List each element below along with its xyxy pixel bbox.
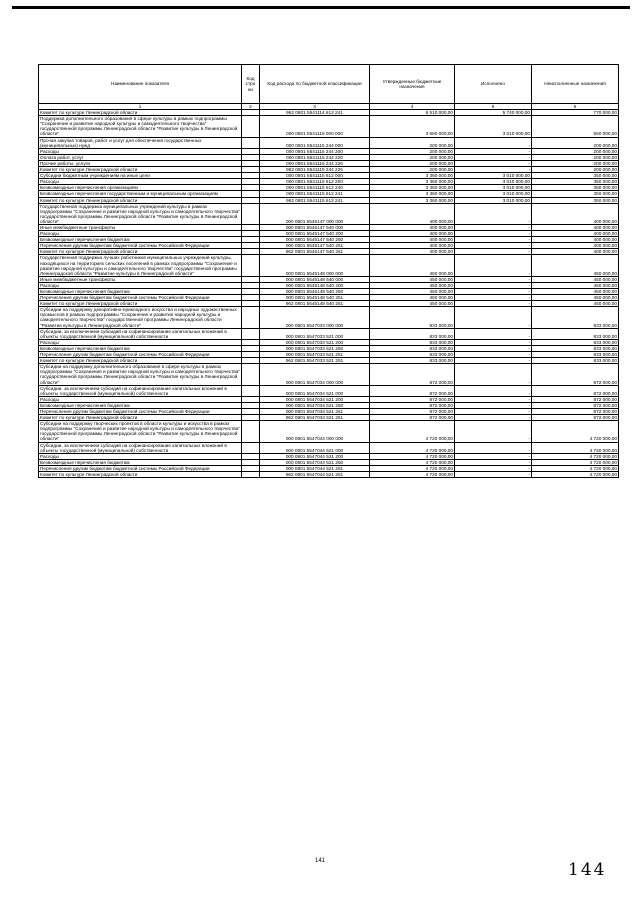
row-name: Перечисления другим бюджетам бюджетной системы Российской Федерации (39, 243, 242, 249)
row-approved: 450 000,00 (370, 289, 455, 295)
row-name: Комитет по культуре Ленинградской области (39, 167, 242, 173)
row-approved: 4 720 000,00 (370, 465, 455, 471)
row-approved: 200 000,00 (370, 154, 455, 160)
row-executed: - (455, 249, 532, 255)
row-executed: - (455, 243, 532, 249)
row-expense-code: 000 0801 5547034 521 200 (260, 396, 370, 402)
row-expense-code: 000 0801 5545148 540 000 (260, 276, 370, 282)
row-executed: 3 010 000,00 (455, 116, 532, 137)
row-name: Поддержка дополнительного образования в сфере культуры в рамках подпрограммы "Сохранение и развитие народной культуры и самодеятельного творчества" государственной программы Ленинградской области "Развитие культуры в Ленинградской области" (39, 116, 242, 137)
row-expense-code: 000 0801 5545147 540 251 (260, 243, 370, 249)
row-expense-code: 000 0801 5541115 612 240 (260, 185, 370, 191)
row-name: Расходы (39, 179, 242, 185)
header-indicator-name: Наименование показателя (39, 65, 242, 104)
row-line-code (242, 472, 260, 478)
table-row (39, 203, 619, 224)
row-expense-code: 000 0801 5547033 521 000 (260, 328, 370, 339)
row-approved: 6 510 000,00 (370, 110, 455, 116)
table-row (39, 442, 619, 453)
row-unexecuted: 200 000,00 (532, 154, 619, 160)
row-executed: - (455, 255, 532, 276)
row-approved: 833 000,00 (370, 345, 455, 351)
row-approved: 833 000,00 (370, 358, 455, 364)
row-unexecuted: 450 000,00 (532, 295, 619, 301)
row-expense-code: 000 0801 5545148 540 251 (260, 295, 370, 301)
row-name: Расходы (39, 282, 242, 288)
row-unexecuted: 833 000,00 (532, 307, 619, 328)
row-name: Комитет по культуре Ленинградской области (39, 249, 242, 255)
row-approved: 200 000,00 (370, 137, 455, 148)
row-approved: 3 360 000,00 (370, 185, 455, 191)
row-approved: 200 000,00 (370, 160, 455, 166)
row-approved: 450 000,00 (370, 255, 455, 276)
column-number: 1 (39, 104, 242, 110)
row-approved: 833 000,00 (370, 352, 455, 358)
row-name: Расходы (39, 396, 242, 402)
row-name: Субсидии, за исключением субсидий на софинансирование капитальных вложений в объекты государственной (муниципальной) собственности (39, 328, 242, 339)
row-executed: - (455, 442, 532, 453)
row-name: Безвозмездные перечисления бюджетам (39, 289, 242, 295)
row-executed: - (455, 282, 532, 288)
top-border-line (12, 6, 630, 9)
row-executed: 3 010 000,00 (455, 179, 532, 185)
row-approved: 450 000,00 (370, 295, 455, 301)
row-expense-code: 000 0801 5547034 521 250 (260, 402, 370, 408)
column-number: 6 (532, 104, 619, 110)
row-unexecuted: 872 000,00 (532, 408, 619, 414)
row-unexecuted: 4 720 000,00 (532, 442, 619, 453)
row-executed: - (455, 167, 532, 173)
row-expense-code: 000 0801 5547033 521 250 (260, 345, 370, 351)
row-executed: - (455, 203, 532, 224)
row-expense-code: 000 0801 5545148 000 000 (260, 255, 370, 276)
row-name: Субсидии на поддержку декоративно-прикладного искусства и народных художественных промыслов в рамках подпрограммы "Сохранение и развитие народной культуры и самодеятельного творчества" государственной программы Ленинградской области "Развитие культуры в Ленинградской области" (39, 307, 242, 328)
row-line-code (242, 137, 260, 148)
table-row (39, 307, 619, 328)
row-executed: - (455, 237, 532, 243)
row-expense-code: 962 0801 5547033 521 251 (260, 358, 370, 364)
row-unexecuted: 872 000,00 (532, 385, 619, 396)
row-name: Оплата работ, услуг (39, 154, 242, 160)
row-line-code (242, 307, 260, 328)
row-executed: - (455, 137, 532, 148)
row-expense-code: 962 0801 5545147 540 251 (260, 249, 370, 255)
row-approved: 833 000,00 (370, 307, 455, 328)
row-name: Прочие работы, услуги (39, 160, 242, 166)
row-line-code (242, 385, 260, 396)
header-expense-code: Код расхода по бюджетной классификации (260, 65, 370, 104)
row-approved: 872 000,00 (370, 402, 455, 408)
row-expense-code: 000 0801 5547044 521 000 (260, 442, 370, 453)
row-executed: - (455, 160, 532, 166)
row-name: Государственная поддержка муниципальных учреждений культуры в рамках подпрограммы "Сохранение и развитие народной культуры и самодеятельного творчества" государственной программы Ленинградской области "Развитие культуры в Ленинградской области" (40, 203, 240, 224)
row-unexecuted: 350 000,00 (532, 185, 619, 191)
row-unexecuted: 4 720 000,00 (532, 421, 619, 442)
row-unexecuted: 200 000,00 (532, 167, 619, 173)
table-row (39, 255, 619, 276)
row-unexecuted: 872 000,00 (532, 396, 619, 402)
row-unexecuted: 4 720 000,00 (532, 465, 619, 471)
row-expense-code: 000 0801 5547044 000 000 (260, 421, 370, 442)
row-executed: - (455, 352, 532, 358)
row-approved: 872 000,00 (370, 396, 455, 402)
row-expense-code: 000 0801 5545147 540 250 (260, 237, 370, 243)
row-expense-code: 000 0801 5547033 521 251 (260, 352, 370, 358)
row-unexecuted: 833 000,00 (532, 339, 619, 345)
row-expense-code: 000 0801 5547033 000 000 (260, 307, 370, 328)
row-executed: 3 010 000,00 (455, 173, 532, 179)
row-approved: 4 720 000,00 (370, 472, 455, 478)
row-executed: 3 010 000,00 (455, 191, 532, 197)
row-expense-code: 000 0801 5547034 521 251 (260, 408, 370, 414)
row-approved: 4 720 000,00 (370, 453, 455, 459)
row-name: Субсидии на поддержку дополнительного образования в сфере культуры в рамках подпрограммы "Сохранение и развитие народной культуры и самодеятельного творчества" государственной программы Ленинградской области "Развитие культуры в Ленинградской области" (40, 364, 240, 385)
row-name: Безвозмездные перечисления бюджетам (39, 237, 242, 243)
row-executed: - (455, 472, 532, 478)
row-name: Безвозмездные перечисления организациям (39, 185, 242, 191)
row-approved: 400 000,00 (370, 203, 455, 224)
row-approved: 400 000,00 (370, 224, 455, 230)
row-unexecuted: 450 000,00 (532, 301, 619, 307)
row-executed: - (455, 396, 532, 402)
row-approved: 450 000,00 (370, 276, 455, 282)
row-expense-code: 000 0801 5547034 000 000 (260, 364, 370, 385)
row-executed: - (455, 301, 532, 307)
row-executed: - (455, 364, 532, 385)
row-name: Безвозмездные перечисления бюджетам (39, 459, 242, 465)
row-unexecuted: 872 000,00 (532, 364, 619, 385)
row-expense-code: 962 0801 5545148 540 251 (260, 301, 370, 307)
row-executed: - (455, 345, 532, 351)
table-row (39, 472, 619, 478)
row-executed: - (455, 408, 532, 414)
page-number: 141 (314, 858, 325, 864)
row-approved: 400 000,00 (370, 249, 455, 255)
row-name: Государственная поддержка лучших работников муниципальных учреждений культуры, находящихся на территориях сельских поселений в рамках подпрограммы "Сохранение и развитие народной культуры и самодеятельного творчества" государственной программы Ленинградской области "Развитие культуры в Ленинградской области" (39, 255, 242, 276)
row-line-code (242, 364, 260, 385)
row-executed: 5 740 000,00 (455, 110, 532, 116)
row-expense-code: 000 0801 5547033 521 200 (260, 339, 370, 345)
table-row (39, 364, 619, 385)
table-row (39, 421, 619, 442)
row-expense-code: 000 0801 5541115 612 241 (260, 191, 370, 197)
row-expense-code: 000 0801 5541115 612 200 (260, 179, 370, 185)
row-unexecuted: 4 720 000,00 (532, 472, 619, 478)
row-unexecuted: 350 000,00 (532, 197, 619, 203)
row-name: Комитет по культуре Ленинградской области (39, 472, 242, 478)
row-executed: - (455, 154, 532, 160)
row-executed: - (455, 231, 532, 237)
row-approved: 450 000,00 (370, 282, 455, 288)
row-expense-code: 000 0801 5545147 540 000 (260, 224, 370, 230)
row-approved: 3 360 000,00 (370, 197, 455, 203)
row-unexecuted: 400 000,00 (532, 203, 619, 224)
row-name: Безвозмездные перечисления бюджетам (39, 345, 242, 351)
row-approved: 4 720 000,00 (370, 442, 455, 453)
row-executed: - (455, 453, 532, 459)
row-expense-code: 962 0801 5541114 612 241 (260, 110, 370, 116)
row-name: Комитет по культуре Ленинградской области (39, 110, 242, 116)
row-name: Перечисления другим бюджетам бюджетной системы Российской Федерации (39, 295, 242, 301)
row-executed: - (455, 402, 532, 408)
row-name: Иные межбюджетные трансферты (39, 224, 242, 230)
row-executed: - (455, 465, 532, 471)
table-row (39, 328, 619, 339)
row-expense-code: 000 0801 5547044 521 251 (260, 465, 370, 471)
row-expense-code: 962 0801 5541115 244 226 (260, 167, 370, 173)
row-executed: - (455, 385, 532, 396)
row-unexecuted: 872 000,00 (532, 402, 619, 408)
row-name: Расходы (39, 339, 242, 345)
row-expense-code: 000 0801 5541115 244 220 (260, 154, 370, 160)
row-expense-code: 000 0801 5547044 521 250 (260, 459, 370, 465)
row-unexecuted: 550 000,00 (532, 116, 619, 137)
row-expense-code: 000 0801 5545148 540 200 (260, 282, 370, 288)
row-approved: 872 000,00 (370, 385, 455, 396)
row-approved: 400 000,00 (370, 231, 455, 237)
row-unexecuted: 4 720 000,00 (532, 453, 619, 459)
row-approved: 833 000,00 (370, 339, 455, 345)
row-unexecuted: 350 000,00 (532, 179, 619, 185)
row-approved: 200 000,00 (370, 148, 455, 154)
row-approved: 4 720 000,00 (370, 421, 455, 442)
row-unexecuted: 400 000,00 (532, 249, 619, 255)
table-row (39, 137, 619, 148)
row-approved: 450 000,00 (370, 301, 455, 307)
row-executed: - (455, 276, 532, 282)
row-unexecuted: 450 000,00 (532, 282, 619, 288)
table-row (39, 385, 619, 396)
row-expense-code: 962 0801 5541115 612 241 (260, 197, 370, 203)
row-executed: - (455, 295, 532, 301)
row-executed: - (455, 328, 532, 339)
row-approved: 3 360 000,00 (370, 179, 455, 185)
row-expense-code: 000 0801 5547044 521 200 (260, 453, 370, 459)
row-unexecuted: 400 000,00 (532, 243, 619, 249)
row-name: Прочая закупка товаров, работ и услуг для обеспечения государственных (муниципальных) нужд (39, 137, 242, 148)
row-name: Перечисления другим бюджетам бюджетной системы Российской Федерации (39, 465, 242, 471)
row-approved: 872 000,00 (370, 415, 455, 421)
row-expense-code: 000 0801 5545147 540 200 (260, 231, 370, 237)
row-name: Иные межбюджетные трансферты (39, 276, 242, 282)
column-number: 2 (242, 104, 260, 110)
row-approved: 400 000,00 (370, 243, 455, 249)
row-unexecuted: 770 000,00 (532, 110, 619, 116)
row-name: Перечисления другим бюджетам бюджетной системы Российской Федерации (39, 408, 242, 414)
row-executed: - (455, 148, 532, 154)
row-line-code (242, 328, 260, 339)
row-approved: 872 000,00 (370, 408, 455, 414)
header-line-code: Код стро ки (242, 65, 260, 104)
row-unexecuted: 833 000,00 (532, 352, 619, 358)
row-approved: 833 000,00 (370, 328, 455, 339)
row-name: Субсидии, за исключением субсидий на софинансирование капитальных вложений в объекты государственной (муниципальной) собственности (39, 385, 242, 396)
column-number: 3 (260, 104, 370, 110)
row-expense-code: 000 0801 5541115 244 000 (260, 137, 370, 148)
header-approved: Утвержденные бюджетные назначения (370, 65, 455, 104)
row-name: Расходы (39, 148, 242, 154)
row-approved: 3 560 000,00 (370, 116, 455, 137)
row-approved: 3 360 000,00 (370, 173, 455, 179)
row-name: Расходы (39, 453, 242, 459)
row-unexecuted: 450 000,00 (532, 289, 619, 295)
row-unexecuted: 872 000,00 (532, 415, 619, 421)
row-name: Безвозмездные перечисления бюджетам (39, 402, 242, 408)
row-unexecuted: 350 000,00 (532, 173, 619, 179)
row-name: Безвозмездные перечисления государственным и муниципальным организациям (39, 191, 242, 197)
row-line-code (242, 442, 260, 453)
row-expense-code: 000 0801 5547034 521 000 (260, 385, 370, 396)
row-unexecuted: 400 000,00 (532, 231, 619, 237)
row-executed: - (455, 339, 532, 345)
row-approved: 400 000,00 (370, 237, 455, 243)
row-expense-code: 000 0801 5541115 000 000 (260, 116, 370, 137)
row-executed: 3 010 000,00 (455, 197, 532, 203)
row-expense-code: 000 0801 5545148 540 250 (260, 289, 370, 295)
row-executed: - (455, 289, 532, 295)
row-name: Перечисления другим бюджетам бюджетной системы Российской Федерации (39, 352, 242, 358)
row-unexecuted: 200 000,00 (532, 148, 619, 154)
row-unexecuted: 833 000,00 (532, 358, 619, 364)
budget-execution-table (38, 64, 619, 478)
row-line-code (242, 116, 260, 137)
row-line-code (242, 255, 260, 276)
handwritten-page-stamp: 144 (568, 860, 607, 880)
row-name: Субсидии на поддержку творческих проектов в области культуры и искусства в рамках подпрограммы "Сохранение и развитие народной культуры и самодеятельного творчества" государственной программы Ленинградской области "Развитие культуры в Ленинградской области" (40, 421, 240, 442)
row-expense-code: 000 0801 5541115 244 226 (260, 160, 370, 166)
row-name: Субсидии бюджетным учреждениям на иные цели (39, 173, 242, 179)
column-number: 4 (370, 104, 455, 110)
table-row (39, 116, 619, 137)
row-name: Комитет по культуре Ленинградской области (39, 358, 242, 364)
row-name: Комитет по культуре Ленинградской области (39, 301, 242, 307)
header-executed: Исполнено (455, 65, 532, 104)
row-executed: - (455, 358, 532, 364)
row-unexecuted: 400 000,00 (532, 237, 619, 243)
row-unexecuted: 4 720 000,00 (532, 459, 619, 465)
row-expense-code: 000 0801 5545147 000 000 (260, 203, 370, 224)
row-approved: 200 000,00 (370, 167, 455, 173)
row-expense-code: 962 0801 5547034 521 251 (260, 415, 370, 421)
row-executed: - (455, 421, 532, 442)
row-name: Субсидии, за исключением субсидий на софинансирование капитальных вложений в объекты государственной (муниципальной) собственности (39, 442, 242, 453)
row-unexecuted: 450 000,00 (532, 276, 619, 282)
row-executed: - (455, 224, 532, 230)
row-executed: - (455, 459, 532, 465)
row-name: Расходы (39, 231, 242, 237)
row-approved: 872 000,00 (370, 364, 455, 385)
row-executed: 3 010 000,00 (455, 185, 532, 191)
row-expense-code: 962 0801 5547044 521 251 (260, 472, 370, 478)
table-header-row (39, 65, 619, 104)
row-expense-code: 000 0801 5541115 244 200 (260, 148, 370, 154)
row-unexecuted: 200 000,00 (532, 160, 619, 166)
row-unexecuted: 200 000,00 (532, 137, 619, 148)
row-unexecuted: 833 000,00 (532, 345, 619, 351)
row-executed: - (455, 415, 532, 421)
row-name: Комитет по культуре Ленинградской области (39, 415, 242, 421)
row-expense-code: 000 0801 5541115 612 000 (260, 173, 370, 179)
row-approved: 4 720 000,00 (370, 459, 455, 465)
row-unexecuted: 450 000,00 (532, 255, 619, 276)
row-unexecuted: 400 000,00 (532, 224, 619, 230)
row-name: Комитет по культуре Ленинградской области (39, 197, 242, 203)
row-unexecuted: 350 000,00 (532, 191, 619, 197)
table-body (39, 110, 619, 478)
row-line-code (242, 203, 260, 224)
column-number: 5 (455, 104, 532, 110)
row-unexecuted: 833 000,00 (532, 328, 619, 339)
header-unexecuted: Неисполненные назначения (532, 65, 619, 104)
row-executed: - (455, 307, 532, 328)
row-approved: 3 360 000,00 (370, 191, 455, 197)
row-line-code (242, 421, 260, 442)
